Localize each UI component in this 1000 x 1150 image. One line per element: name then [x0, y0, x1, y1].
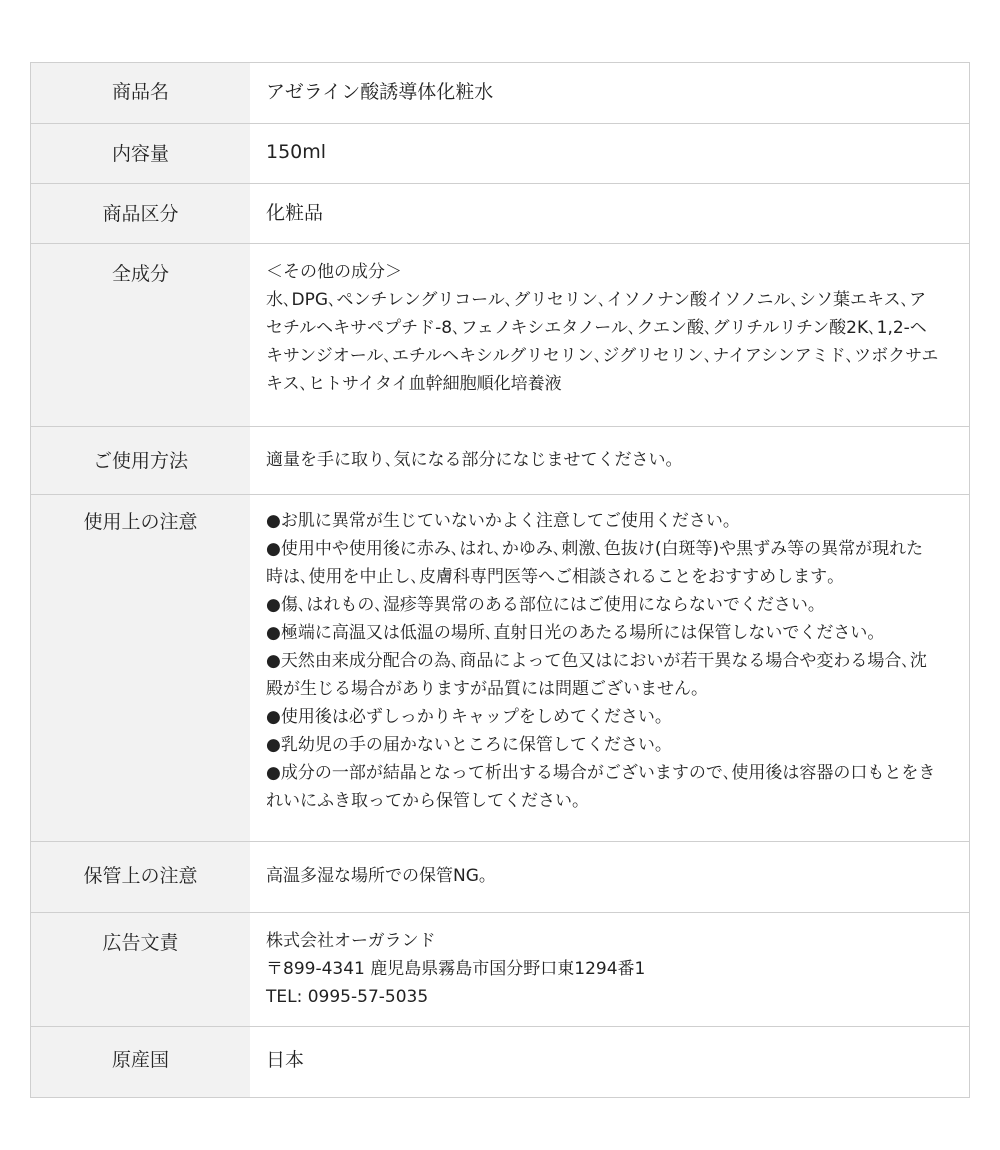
row-label-cell — [31, 184, 251, 244]
row-label-cell — [31, 1027, 251, 1098]
row-value-cell — [250, 495, 970, 842]
value-line: ●極端に高温又は低温の場所､直射日光のあたる場所には保管しないでください｡ — [266, 623, 876, 643]
row-value — [250, 1027, 969, 1074]
row-value — [250, 244, 969, 398]
value-line: TEL: 0995-57-5035 — [266, 987, 429, 1007]
row-label: 商品名 — [111, 81, 169, 103]
value-line: 〒899-4341 鹿児島県霧島市国分野口東1294番1 — [266, 959, 646, 979]
value-line: ●使用中や使用後に赤み､はれ､かゆみ､刺激､色抜け(白斑等)や黒ずみ等の異常が現れた時は､使用を中止し､皮膚科専門医等へご相談されることをおすすめします｡ — [266, 539, 924, 587]
spec-row-category — [31, 184, 970, 244]
value-line: 高温多湿な場所での保管NG｡ — [266, 866, 488, 886]
row-label: 保管上の注意 — [83, 865, 198, 887]
value-line: 150ml — [266, 141, 327, 163]
row-value-cell — [250, 913, 970, 1027]
value-line: ●天然由来成分配合の為､商品によって色又はにおいが若干異なる場合や変わる場合､沈殿が生じる場合がありますが品質には問題ございません｡ — [266, 651, 927, 699]
spec-row-advertiser — [31, 913, 970, 1027]
row-value-cell — [250, 244, 970, 427]
product-spec-table — [30, 62, 970, 1098]
row-label: 内容量 — [111, 143, 169, 165]
spec-row-ingredients — [31, 244, 970, 427]
row-value — [250, 495, 969, 815]
spec-row-storage — [31, 842, 970, 913]
row-label-cell — [31, 244, 251, 427]
row-value-cell — [250, 842, 970, 913]
row-label-cell — [31, 913, 251, 1027]
value-line: 水､DPG､ペンチレングリコール､グリセリン､イソノナン酸イソノニル､シソ葉エキス､アセチルヘキサペプチド-8､フェノキシエタノール､クエン酸､グリチルリチン酸2K､1,2-ヘキサンジオール､エチルヘキシルグリセリン､ジグリセリン､ナイアシンアミド､ツボクサエキス､ヒトサイタイ血幹細胞順化培養液 — [266, 290, 939, 394]
value-line: 株式会社オーガランド — [266, 931, 436, 951]
row-label: ご使用方法 — [92, 450, 188, 472]
value-line: ●使用後は必ずしっかりキャップをしめてください｡ — [266, 707, 664, 727]
row-label: 商品区分 — [102, 203, 179, 225]
row-value — [250, 124, 969, 166]
row-label: 広告文責 — [102, 932, 179, 954]
row-value-cell — [250, 184, 970, 244]
row-value — [250, 184, 969, 227]
value-line: 化粧品 — [266, 202, 324, 224]
row-value-cell — [250, 427, 970, 495]
row-value-cell — [250, 63, 970, 124]
value-line: 適量を手に取り､気になる部分になじませてください｡ — [266, 450, 674, 470]
spec-row-product-name — [31, 63, 970, 124]
row-label-cell — [31, 427, 251, 495]
spec-row-origin — [31, 1027, 970, 1098]
spec-row-usage — [31, 427, 970, 495]
value-line: ●お肌に異常が生じていないかよく注意してご使用ください｡ — [266, 511, 732, 531]
row-label: 使用上の注意 — [83, 511, 198, 533]
value-line: アゼライン酸誘導体化粧水 — [266, 81, 494, 103]
row-label: 全成分 — [111, 263, 169, 285]
row-value — [250, 427, 969, 474]
row-label-cell — [31, 495, 251, 842]
value-line: 日本 — [266, 1049, 305, 1071]
row-label-cell — [31, 63, 251, 124]
value-line: ●成分の一部が結晶となって析出する場合がございますので､使用後は容器の口もとをきれいにふき取ってから保管してください｡ — [266, 763, 936, 811]
row-label-cell — [31, 124, 251, 184]
row-label-cell — [31, 842, 251, 913]
row-value-cell — [250, 1027, 970, 1098]
row-value — [250, 63, 969, 106]
row-value — [250, 913, 969, 1011]
row-value-cell — [250, 124, 970, 184]
row-value — [250, 842, 969, 890]
value-line: ●傷､はれもの､湿疹等異常のある部位にはご使用にならないでください｡ — [266, 595, 817, 615]
spec-row-volume — [31, 124, 970, 184]
value-line: ＜その他の成分＞ — [266, 262, 402, 282]
row-label: 原産国 — [111, 1049, 169, 1071]
spec-row-precautions — [31, 495, 970, 842]
value-line: ●乳幼児の手の届かないところに保管してください｡ — [266, 735, 664, 755]
